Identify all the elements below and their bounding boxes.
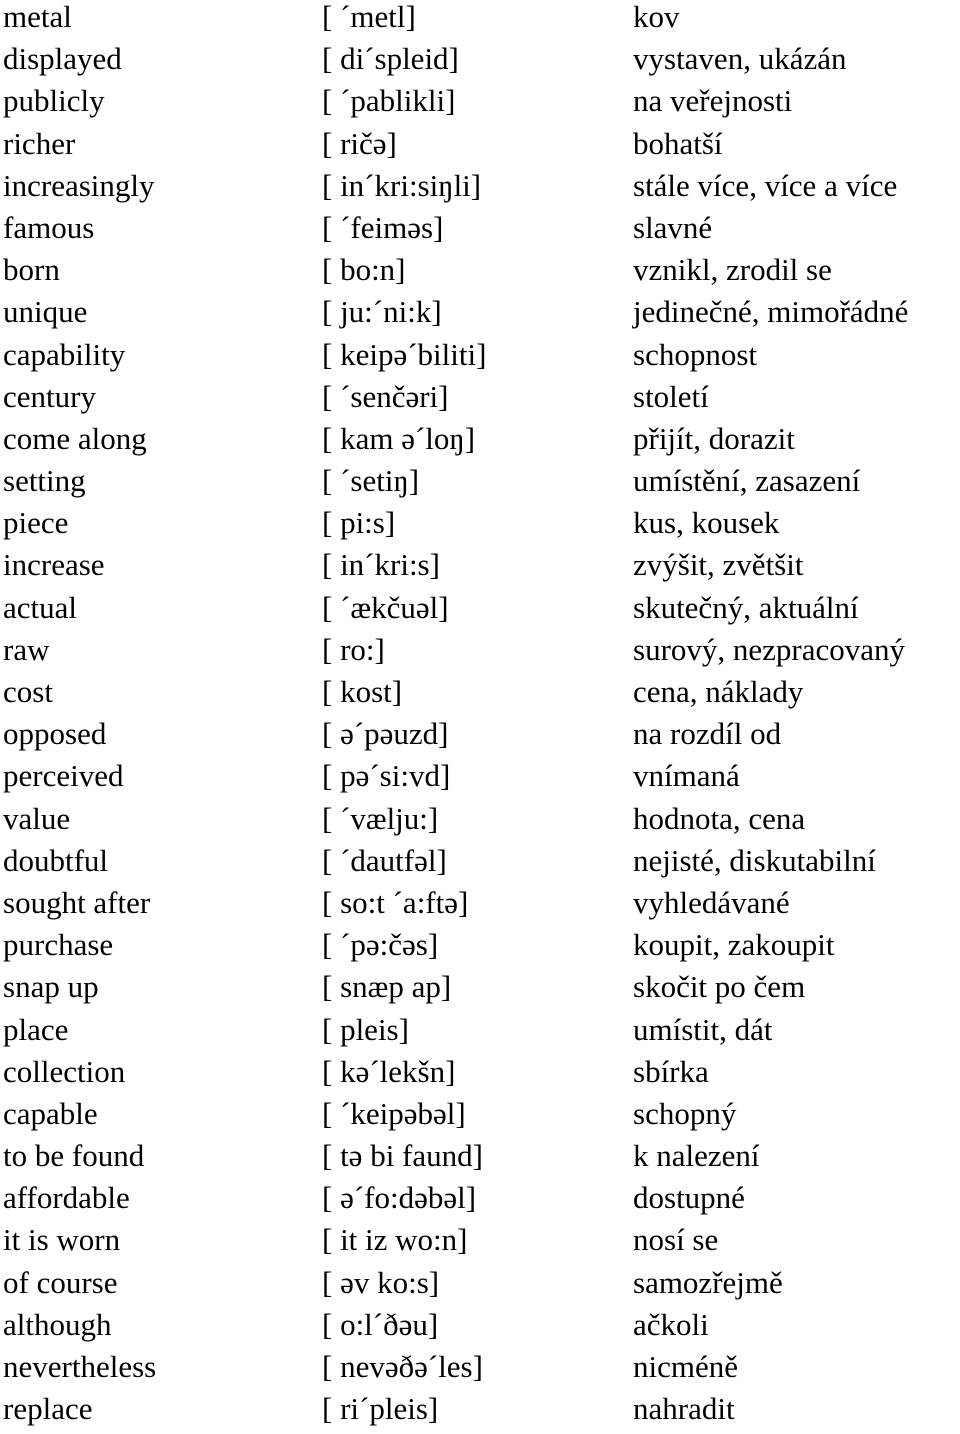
czech-translation: umístění, zasazení	[633, 463, 861, 499]
czech-translation: nahradit	[633, 1391, 735, 1427]
czech-translation: nicméně	[633, 1349, 739, 1384]
english-word: capability	[3, 336, 126, 372]
pronunciation: [ so:t ´a:ftə]	[322, 884, 469, 920]
czech-translation: zvýšit, zvětšit	[633, 547, 804, 583]
pronunciation: [ nevəðə´les]	[322, 1349, 483, 1384]
pronunciation: [ əv ko:s]	[322, 1264, 440, 1300]
pronunciation: [ pleis]	[322, 1011, 409, 1047]
vocab-row	[0, 1350, 960, 1392]
vocab-row	[0, 759, 960, 801]
pronunciation: [ bo:n]	[322, 252, 406, 288]
pronunciation: [ ´setiŋ]	[322, 463, 420, 499]
pronunciation: [ tə bi faund]	[322, 1138, 483, 1174]
pronunciation: [ ´pə:čəs]	[322, 927, 439, 963]
pronunciation: [ ro:]	[322, 631, 385, 667]
pronunciation: [ kost]	[322, 674, 403, 709]
czech-translation: surový, nezpracovaný	[633, 631, 906, 667]
pronunciation: [ kə´lekšn]	[322, 1053, 456, 1089]
czech-translation: přijít, dorazit	[633, 420, 795, 456]
english-word: nevertheless	[3, 1349, 157, 1384]
english-word: displayed	[3, 41, 122, 77]
english-word: opposed	[3, 716, 107, 752]
english-word: richer	[3, 125, 76, 161]
vocab-row	[0, 338, 960, 380]
english-word: actual	[3, 589, 78, 625]
pronunciation: [ keipə´biliti]	[322, 336, 487, 372]
english-word: it is worn	[3, 1222, 121, 1258]
english-word: raw	[3, 631, 50, 667]
vocab-row	[0, 0, 960, 42]
pronunciation: [ in´kri:siŋli]	[322, 167, 482, 203]
english-word: unique	[3, 294, 88, 330]
pronunciation: [ pi:s]	[322, 505, 396, 541]
pronunciation: [ snæp ap]	[322, 969, 452, 1005]
english-word: replace	[3, 1391, 93, 1427]
english-word: sought after	[3, 884, 151, 920]
vocab-row	[0, 422, 960, 464]
vocab-row	[0, 380, 960, 422]
vocab-row	[0, 1097, 960, 1139]
czech-translation: schopný	[633, 1095, 737, 1131]
vocab-row	[0, 1013, 960, 1055]
czech-translation: ačkoli	[633, 1306, 709, 1342]
english-word: born	[3, 252, 60, 288]
vocab-row	[0, 127, 960, 169]
vocab-row	[0, 591, 960, 633]
pronunciation: [ ´pablikli]	[322, 83, 456, 119]
czech-translation: kov	[633, 0, 680, 34]
pronunciation: [ ´ækčuəl]	[322, 589, 449, 625]
pronunciation: [ ə´pəuzd]	[322, 716, 449, 752]
english-word: century	[3, 378, 96, 414]
english-word: piece	[3, 505, 69, 541]
pronunciation: [ ´vælju:]	[322, 800, 439, 836]
vocab-row	[0, 1139, 960, 1181]
vocab-row	[0, 970, 960, 1012]
english-word: of course	[3, 1264, 118, 1300]
czech-translation: samozřejmě	[633, 1264, 783, 1300]
vocab-row	[0, 84, 960, 126]
pronunciation: [ ´dautfəl]	[322, 842, 447, 878]
english-word: cost	[3, 674, 53, 709]
czech-translation: umístit, dát	[633, 1011, 773, 1047]
vocab-row	[0, 464, 960, 506]
czech-translation: schopnost	[633, 336, 757, 372]
vocab-row	[0, 506, 960, 548]
czech-translation: koupit, zakoupit	[633, 927, 835, 963]
english-word: value	[3, 800, 71, 836]
english-word: capable	[3, 1095, 98, 1131]
english-word: increasingly	[3, 167, 155, 203]
czech-translation: k nalezení	[633, 1138, 760, 1174]
english-word: doubtful	[3, 842, 109, 878]
czech-translation: nosí se	[633, 1222, 719, 1258]
vocab-row	[0, 1181, 960, 1223]
czech-translation: kus, kousek	[633, 505, 780, 541]
pronunciation: [ ´metl]	[322, 0, 416, 34]
vocab-row	[0, 1392, 960, 1434]
czech-translation: cena, náklady	[633, 674, 804, 709]
czech-translation: bohatší	[633, 125, 723, 161]
vocab-row	[0, 253, 960, 295]
pronunciation: [ in´kri:s]	[322, 547, 440, 583]
english-word: increase	[3, 547, 105, 583]
vocab-row	[0, 42, 960, 84]
english-word: collection	[3, 1053, 126, 1089]
vocab-row	[0, 1308, 960, 1350]
pronunciation: [ ´senčəri]	[322, 378, 449, 414]
english-word: famous	[3, 209, 95, 245]
czech-translation: hodnota, cena	[633, 800, 806, 836]
english-word: metal	[3, 0, 72, 34]
pronunciation: [ ričə]	[322, 125, 397, 161]
pronunciation: [ ju:´ni:k]	[322, 294, 442, 330]
czech-translation: dostupné	[633, 1180, 745, 1216]
vocab-row	[0, 295, 960, 337]
vocab-row	[0, 886, 960, 928]
vocab-row	[0, 717, 960, 759]
vocab-row	[0, 844, 960, 886]
czech-translation: jedinečné, mimořádné	[633, 294, 909, 330]
vocab-row	[0, 928, 960, 970]
czech-translation: slavné	[633, 209, 713, 245]
pronunciation: [ ´keipəbəl]	[322, 1095, 466, 1131]
vocab-row	[0, 169, 960, 211]
english-word: affordable	[3, 1180, 130, 1216]
english-word: although	[3, 1306, 112, 1342]
czech-translation: skočit po čem	[633, 969, 806, 1005]
english-word: to be found	[3, 1138, 145, 1174]
pronunciation: [ ri´pleis]	[322, 1391, 439, 1427]
vocab-row	[0, 802, 960, 844]
pronunciation: [ ´feiməs]	[322, 209, 444, 245]
vocab-row	[0, 675, 960, 717]
czech-translation: století	[633, 378, 709, 414]
czech-translation: vystaven, ukázán	[633, 41, 847, 77]
english-word: perceived	[3, 758, 124, 794]
czech-translation: nejisté, diskutabilní	[633, 842, 876, 878]
czech-translation: na rozdíl od	[633, 716, 782, 752]
czech-translation: na veřejnosti	[633, 83, 793, 119]
vocab-row	[0, 1266, 960, 1308]
pronunciation: [ kam ə´loŋ]	[322, 420, 476, 456]
pronunciation: [ o:l´ðəu]	[322, 1306, 439, 1342]
vocab-row	[0, 633, 960, 675]
english-word: snap up	[3, 969, 99, 1005]
vocab-row	[0, 1055, 960, 1097]
pronunciation: [ it iz wo:n]	[322, 1222, 468, 1258]
english-word: publicly	[3, 83, 105, 119]
czech-translation: skutečný, aktuální	[633, 589, 859, 625]
czech-translation: sbírka	[633, 1053, 709, 1089]
czech-translation: vyhledávané	[633, 884, 790, 920]
pronunciation: [ pə´si:vd]	[322, 758, 451, 794]
english-word: place	[3, 1011, 69, 1047]
pronunciation: [ di´spleid]	[322, 41, 459, 77]
czech-translation: vnímaná	[633, 758, 740, 794]
vocab-row	[0, 211, 960, 253]
vocab-row	[0, 1223, 960, 1265]
vocab-row	[0, 548, 960, 590]
czech-translation: vznikl, zrodil se	[633, 252, 832, 288]
pronunciation: [ ə´fo:dəbəl]	[322, 1180, 477, 1216]
english-word: come along	[3, 420, 147, 456]
english-word: purchase	[3, 927, 114, 963]
czech-translation: stále více, více a více	[633, 167, 898, 203]
english-word: setting	[3, 463, 86, 499]
